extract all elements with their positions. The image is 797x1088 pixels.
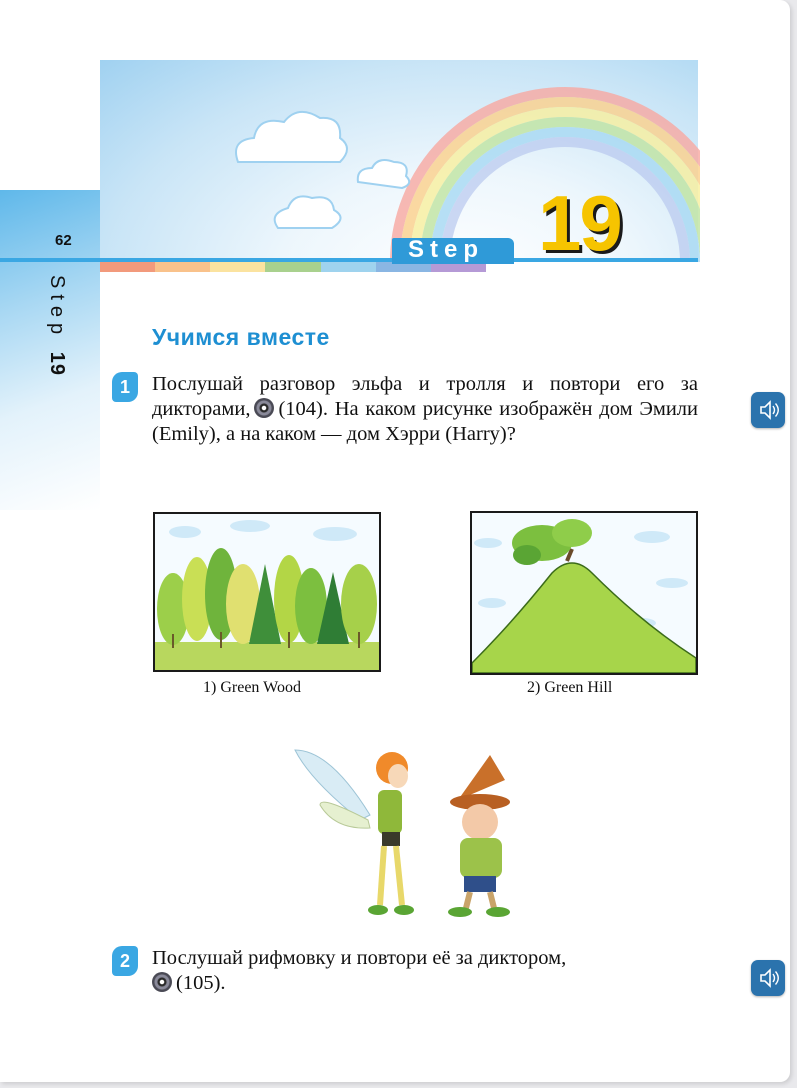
picture-caption: 2) Green Hill <box>527 679 613 696</box>
picture-caption: 1) Green Wood <box>203 679 301 696</box>
section-title: Учимся вместе <box>152 324 330 350</box>
exercise-2-text-part: (105). <box>176 972 226 994</box>
forest-illustration <box>155 514 379 670</box>
audio-button[interactable] <box>751 392 785 428</box>
exercise-number-badge: 2 <box>112 946 138 976</box>
exercise-2-text <box>152 946 698 996</box>
exercise-1-text-part: Послушай разговор эльфа и тролля и повтори его за дикторами, <box>152 373 698 420</box>
exercise-number-badge: 1 <box>112 372 138 402</box>
cd-icon <box>152 972 172 992</box>
page-number: 62 <box>55 232 72 249</box>
side-step-label <box>42 275 68 405</box>
side-step-number: 19 <box>46 351 68 376</box>
step-number: 19 <box>538 179 621 267</box>
exercise-1-text <box>152 372 698 447</box>
exercise-1-text-part: (104). На каком рисунке изображён дом Эмили (Emily), а на каком — дом Хэрри (Harry)? <box>152 398 698 445</box>
hill-illustration <box>472 513 696 673</box>
elf-and-troll-illustration <box>290 720 520 920</box>
speaker-icon <box>751 960 785 996</box>
picture-green-wood <box>153 512 381 672</box>
picture-green-hill <box>470 511 698 675</box>
cd-icon <box>254 398 274 418</box>
exercise-2-text-part: Послушай рифмовку и повтори её за диктором, <box>152 947 567 969</box>
side-step-word: Step <box>46 275 68 341</box>
audio-button[interactable] <box>751 960 785 996</box>
step-label: Step <box>408 236 485 263</box>
clouds-illustration <box>228 100 428 240</box>
speaker-icon <box>751 392 785 428</box>
